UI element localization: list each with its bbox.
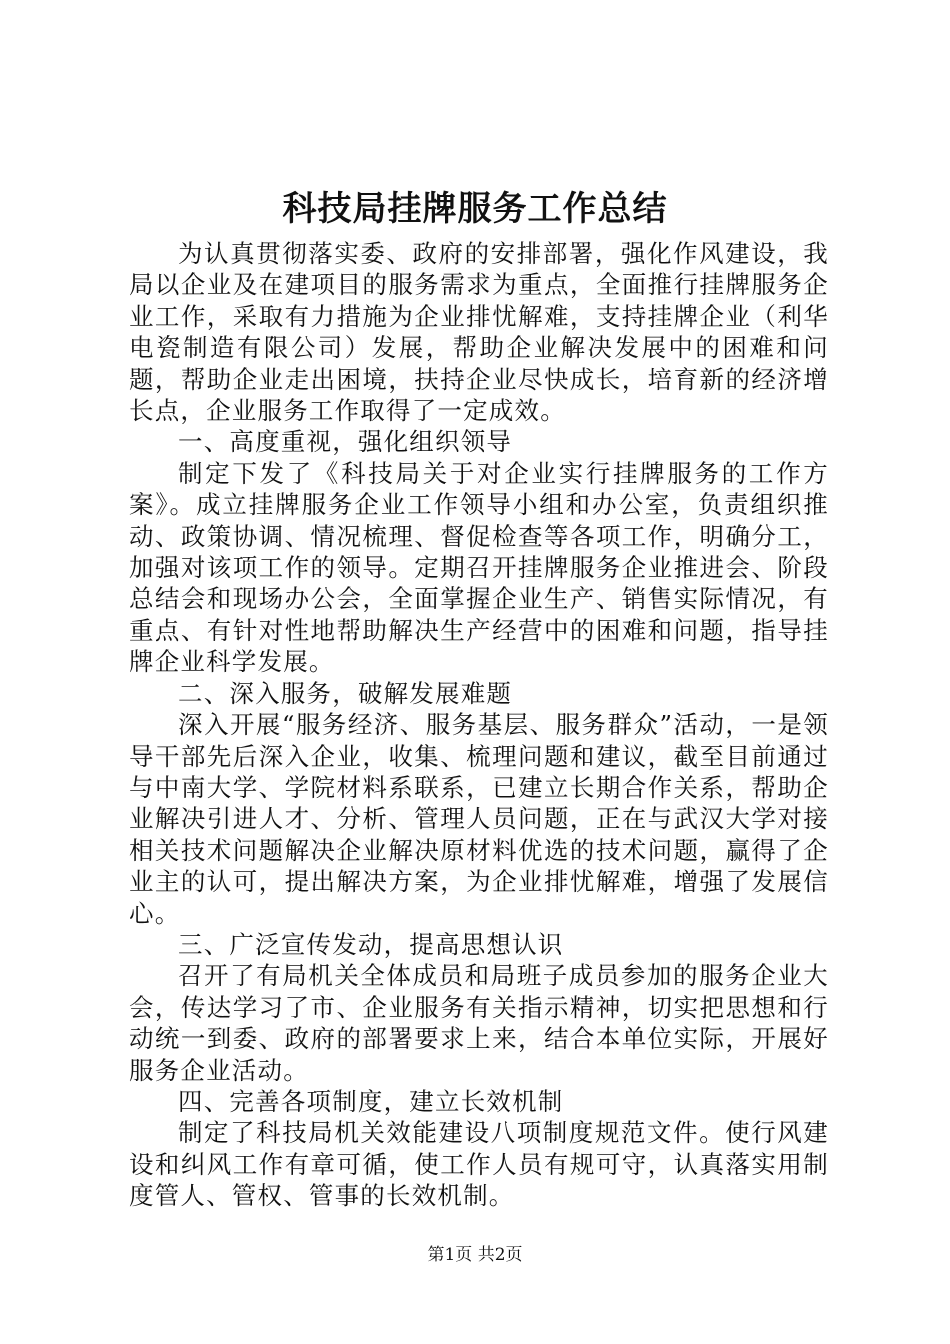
section-paragraph-2: 深入开展“服务经济、服务基层、服务群众”活动，一是领导干部先后深入企业，收集、梳理问题和建议，截至目前通过与中南大学、学院材料系联系，已建立长期合作关系，帮助企业解决引进人才、分析、管理人员问题，正在与武汉大学对接相关技术问题解决企业解决原材料优选的技术问题，赢得了企业主的认可，提出解决方案，为企业排忧解难，增强了发展信心。: [129, 710, 829, 928]
section-paragraph-4: 制定了科技局机关效能建设八项制度规范文件。使行风建设和纠风工作有章可循，使工作人员有规可守，认真落实用制度管人、管权、管事的长效机制。: [129, 1118, 829, 1211]
section-paragraph-3: 召开了有局机关全体成员和局班子成员参加的服务企业大会，传达学习了市、企业服务有关指示精神，切实把思想和行动统一到委、政府的部署要求上来，结合本单位实际，开展好服务企业活动。: [129, 961, 829, 1085]
section-heading-4: 四、完善各项制度，建立长效机制: [178, 1086, 564, 1116]
document-title: 科技局挂牌服务工作总结: [282, 189, 668, 229]
document-body: [129, 238, 829, 1212]
section-heading-3: 三、广泛宣传发动，提高思想认识: [178, 929, 564, 959]
section-heading-1: 一、高度重视，强化组织领导: [178, 427, 513, 457]
intro-paragraph: 为认真贯彻落实委、政府的安排部署，强化作风建设，我局以企业及在建项目的服务需求为重点，全面推行挂牌服务企业工作，采取有力措施为企业排忧解难，支持挂牌企业（利华电瓷制造有限公司）发展，帮助企业解决发展中的困难和问题，帮助企业走出困境，扶持企业尽快成长，培育新的经济增长点，企业服务工作取得了一定成效。: [129, 239, 829, 426]
section-heading-2: 二、深入服务，破解发展难题: [178, 678, 513, 708]
page-footer: 第1页 共2页: [427, 1245, 523, 1265]
section-paragraph-1: 制定下发了《科技局关于对企业实行挂牌服务的工作方案》。成立挂牌服务企业工作领导小组和办公室，负责组织推动、政策协调、情况梳理、督促检查等各项工作，明确分工，加强对该项工作的领导。定期召开挂牌服务企业推进会、阶段总结会和现场办公会，全面掌握企业生产、销售实际情况，有重点、有针对性地帮助解决生产经营中的困难和问题，指导挂牌企业科学发展。: [129, 458, 829, 677]
